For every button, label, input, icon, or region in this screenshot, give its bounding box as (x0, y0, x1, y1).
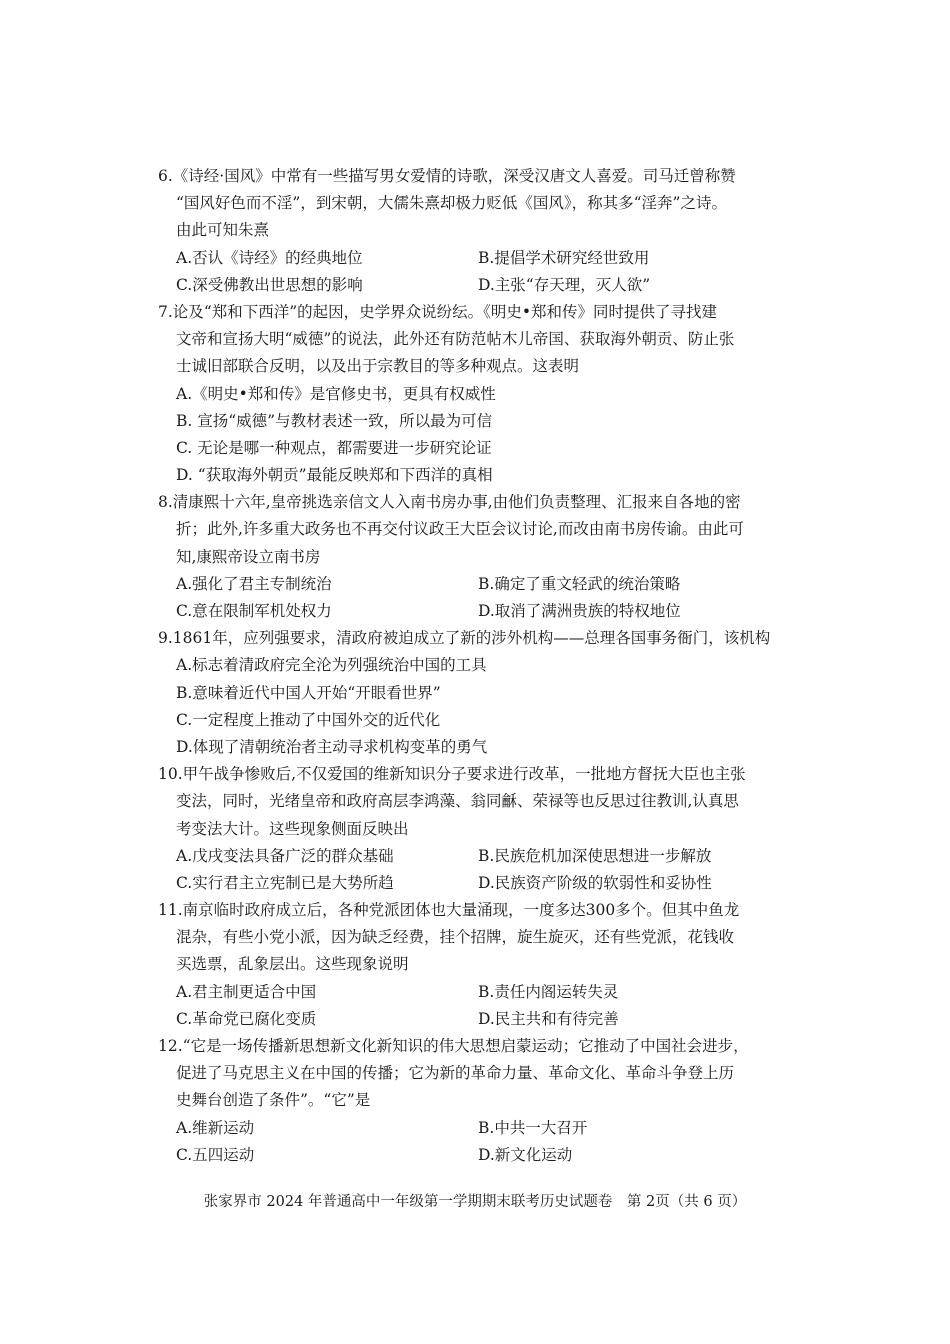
question-stem-line: 折；此外,许多重大政务也不再交付议政王大臣会议讨论,而改由南书房传谕。由此可 (176, 520, 744, 539)
options (158, 381, 798, 490)
question-stem-line: 买选票，乱象层出。这些现象说明 (176, 955, 409, 974)
question-stem-line: 6.《诗经·国风》中常有一些描写男女爱情的诗歌，深受汉唐文人喜爱。司马迁曾称赞 (158, 167, 736, 185)
question-list (158, 163, 798, 1169)
question-stem-line: 11.南京临时政府成立后，各种党派团体也大量涌现，一度多达300多个。但其中鱼龙 (158, 901, 740, 920)
question-stem-line: 7.论及“郑和下西洋”的起因，史学界众说纷纭。《明史•郑和传》同时提供了寻找建 (158, 302, 718, 321)
option-a: A.标志着清政府完全沦为列强统治中国的工具 (176, 656, 487, 675)
question-stem-line: 知,康熙帝设立南书房 (176, 547, 321, 566)
option-a: A.君主制更适合中国 (176, 982, 317, 1001)
option-b: B.民族危机加深使思想进一步解放 (478, 846, 712, 865)
options (158, 979, 798, 1033)
question-stem-line: 混杂，有些小党小派，因为缺乏经费，挂个招牌，旋生旋灭，还有些党派，花钱收 (176, 928, 735, 947)
option-d: D.体现了清朝统治者主动寻求机构变革的勇气 (176, 737, 488, 756)
question-12 (158, 1033, 798, 1169)
question-9 (158, 625, 798, 761)
question-stem-line: 考变法大计。这些现象侧面反映出 (176, 819, 409, 838)
question-stem-line: 文帝和宣扬大明“威德”的说法，此外还有防范帖木儿帝国、获取海外朝贡、防止张 (176, 330, 735, 349)
option-d: D.民族资产阶级的软弱性和妥协性 (478, 873, 712, 892)
option-a: A.戊戌变法具备广泛的群众基础 (176, 846, 394, 865)
option-d: D. “获取海外朝贡”最能反映郑和下西洋的真相 (176, 466, 493, 485)
option-a: A.否认《诗经》的经典地位 (176, 248, 363, 267)
option-c: C.革命党已腐化变质 (176, 1009, 317, 1028)
option-c: C. 无论是哪一种观点，都需要进一步研究论证 (176, 438, 492, 457)
option-b: B.责任内阁运转失灵 (478, 982, 619, 1001)
question-8 (158, 489, 798, 625)
option-d: D.主张“存天理，灭人欲” (478, 275, 651, 294)
question-10 (158, 761, 798, 897)
question-stem-line: 8.清康熙十六年,皇帝挑选亲信文人入南书房办事,由他们负责整理、汇报来自各地的密 (158, 493, 741, 512)
option-b: B.确定了重文轻武的统治策略 (478, 574, 681, 593)
options (158, 571, 798, 625)
option-c: C.深受佛教出世思想的影响 (176, 275, 363, 294)
option-d: D.新文化运动 (478, 1145, 573, 1164)
options (158, 1115, 798, 1169)
question-7 (158, 299, 798, 489)
question-stem-line: 史舞台创造了条件”。“它”是 (176, 1091, 371, 1110)
question-stem-line: “国风好色而不淫”，到宋朝，大儒朱熹却极力贬低《国风》，称其多“淫奔”之诗。 (176, 194, 727, 213)
option-c: C.实行君主立宪制已是大势所趋 (176, 873, 394, 892)
option-b: B.提倡学术研究经世致用 (478, 248, 650, 267)
question-stem-line: 促进了马克思主义在中国的传播；它为新的革命力量、革命文化、革命斗争登上历 (176, 1064, 735, 1083)
question-11 (158, 897, 798, 1033)
page-footer: 张家界市 2024 年普通高中一年级第一学期期末联考历史试题卷 第 2页（共 6 页） (203, 1194, 747, 1210)
question-stem-line: 10.甲午战争惨败后,不仅爱国的维新知识分子要求进行改革，一批地方督抚大臣也主张 (158, 765, 746, 784)
option-b: B.意味着近代中国人开始“开眼看世界” (176, 683, 441, 702)
option-d: D.取消了满洲贵族的特权地位 (478, 602, 681, 620)
options (158, 843, 798, 897)
option-c: C.意在限制军机处权力 (176, 602, 332, 620)
question-stem-line: 由此可知朱熹 (176, 221, 270, 240)
option-b: B.中共一大召开 (478, 1118, 588, 1137)
option-a: A.维新运动 (176, 1118, 255, 1137)
question-stem-line: 9.1861年，应列强要求，清政府被迫成立了新的涉外机构——总理各国事务衙门，该机构 (158, 629, 771, 648)
question-stem-line: 变法，同时，光绪皇帝和政府高层李鸿藻、翁同龢、荣禄等也反思过往教训,认真思 (176, 792, 739, 811)
question-6 (158, 163, 798, 299)
option-d: D.民主共和有待完善 (478, 1009, 619, 1028)
option-a: A.强化了君主专制统治 (176, 574, 332, 593)
option-c: C.一定程度上推动了中国外交的近代化 (176, 710, 441, 729)
options (158, 245, 798, 299)
question-stem-line: 士诚旧部联合反明，以及出于宗教目的等多种观点。这表明 (176, 357, 580, 376)
option-b: B. 宣扬“威德”与教材表述一致，所以最为可信 (176, 411, 493, 430)
option-a: A.《明史•郑和传》是官修史书，更具有权威性 (176, 384, 496, 403)
option-c: C.五四运动 (176, 1145, 255, 1164)
question-stem-line: 12.“它是一场传播新思想新文化新知识的伟大思想启蒙运动；它推动了中国社会进步， (158, 1037, 749, 1055)
options (158, 652, 798, 761)
